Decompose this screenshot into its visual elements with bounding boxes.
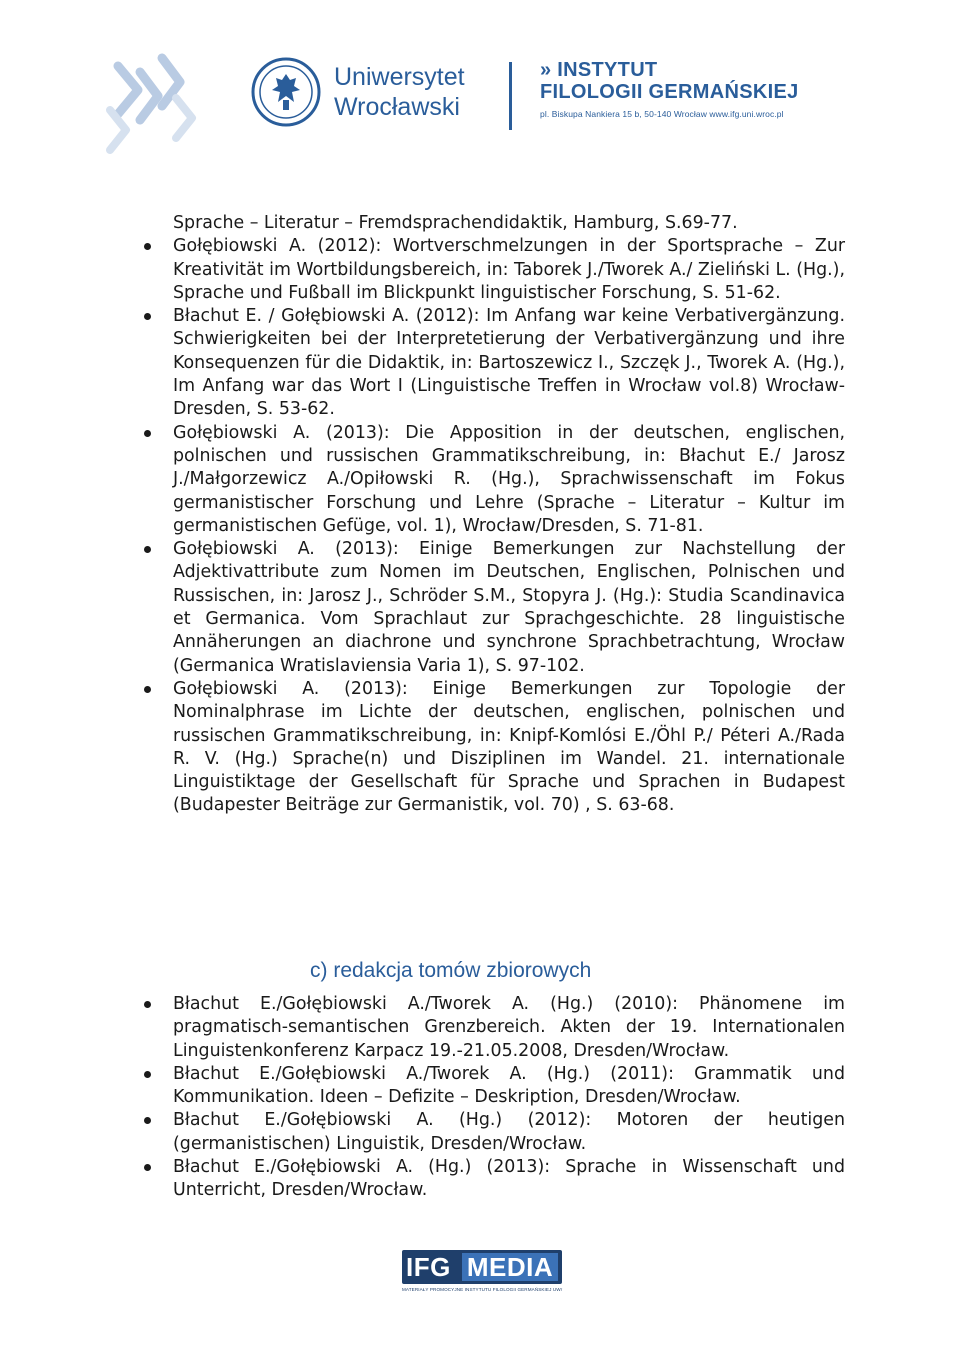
chevrons-decoration-icon: [100, 48, 220, 158]
entry-text: Gołębiowski A. (2013): Die Apposition in der deutschen, englischen, polnischen und russischen Grammatikschreibung, in: Błachut E./ Jarosz J./Małgorzewicz A./Opiłowski R. (Hg.), Sprachwissenschaft im Fokus germanistischer Forschung und Lehre (Sprache – Literatur – Kultur im germanistischen Gefüge, vol. 1), Wrocław/Dresden, S. 71-81.: [173, 422, 845, 536]
entry-text: Błachut E./Gołębiowski A. (Hg.) (2012): Motoren der heutigen (germanistischen) Linguistik, Dresden/Wrocław.: [173, 1110, 845, 1154]
section-heading: c) redakcja tomów zbiorowych: [310, 959, 592, 982]
list-item: [173, 235, 845, 305]
university-name-line1: Uniwersytet: [334, 63, 465, 91]
bibliography-list: [173, 212, 845, 818]
bullet-icon: [144, 1001, 151, 1008]
header-divider: [509, 62, 512, 130]
logo-tagline: MATERIAŁY PROMOCYJNE INSTYTUTU FILOLOGII GERMAŃSKIEJ UWr: [402, 1287, 563, 1292]
list-item: [173, 1156, 845, 1203]
bullet-icon: [144, 243, 151, 250]
university-name: [334, 62, 465, 122]
edited-volumes: [173, 993, 845, 1203]
list-item: [173, 422, 845, 538]
list-item: [173, 1109, 845, 1156]
entry-text: Błachut E./Gołębiowski A./Tworek A. (Hg.) (2010): Phänomene im pragmatisch-semantischen Grenzbereich. Akten der 19. Internationalen Linguistenkonferenz Karpacz 19.-21.05.2008, Dresden/Wrocław.: [173, 994, 845, 1061]
edited-volumes-list: [173, 993, 845, 1203]
logo-media-text: MEDIA: [462, 1253, 558, 1281]
page-header: [0, 0, 960, 150]
list-item: [173, 538, 845, 678]
institute-line2: FILOLOGII GERMAŃSKIEJ: [540, 81, 799, 103]
bullet-icon: [144, 430, 151, 437]
entry-text: Błachut E./Gołębiowski A./Tworek A. (Hg.) (2011): Grammatik und Kommunikation. Ideen – Defizite – Deskription, Dresden/Wrocław.: [173, 1063, 845, 1108]
ifg-media-logo: [402, 1250, 562, 1296]
bullet-icon: [144, 546, 151, 553]
list-item: [173, 993, 845, 1063]
bullet-icon: [144, 686, 151, 693]
list-item: [173, 1063, 845, 1110]
logo-ifg-text: IFG: [406, 1252, 451, 1282]
logo-box: [402, 1250, 562, 1284]
list-item: [173, 678, 845, 818]
publication-list: [173, 235, 845, 817]
university-seal-icon: [250, 56, 322, 128]
bullet-icon: [144, 1164, 151, 1171]
bullet-icon: [144, 1117, 151, 1124]
entry-text: Gołębiowski A. (2013): Einige Bemerkungen zur Topologie der Nominalphrase im Lichte der deutschen, englischen, polnischen und russischen Grammatikschreibung, in: Knipf-Komlósi E./Öhl P./ Péteri A./Rada R. V. (Hg.) Sprache(n) und Disziplinen im Wandel. 21. internationale Linguistiktage der Gesellschaft für Sprache und Sprachen in Budapest (Budapester Beiträge zur Germanistik, vol. 70) , S. 63-68.: [173, 678, 845, 816]
bullet-icon: [144, 1071, 151, 1078]
university-name-line2: Wrocławski: [334, 93, 460, 121]
institute-name: [540, 60, 799, 121]
bullet-icon: [144, 313, 151, 320]
institute-address: pl. Biskupa Nankiera 15 b, 50-140 Wrocław www.ifg.uni.wroc.pl: [540, 109, 784, 119]
institute-line1: » INSTYTUT: [540, 59, 658, 81]
entry-text: Gołębiowski A. (2013): Einige Bemerkungen zur Nachstellung der Adjektivattribute zum Nomen im Deutschen, Englischen, Polnischen und Russischen, in: Jarosz J., Schröder S.M., Stopyra J. (Hg.): Studia Scandinavica et Germanica. Vom Sprachlaut zur Sprachgeschichte. 28 linguistische Annäherungen an diachrone und synchrone Sprachbetrachtung, Wrocław (Germanica Wratislaviensia Varia 1), S. 97-102.: [173, 539, 845, 676]
list-item: [173, 305, 845, 421]
continued-entry: Sprache – Literatur – Fremdsprachendidaktik, Hamburg, S.69-77.: [173, 213, 738, 233]
entry-text: Błachut E. / Gołębiowski A. (2012): Im Anfang war keine Verbativergänzung. Schwierigkeiten bei der Interpretetierung der Verbativergänzung und ihre Konsequenzen für die Didaktik, in: Bartoszewicz I., Szczęk J., Tworek A. (Hg.), Im Anfang war das Wort I (Linguistische Treffen in Wrocław vol.8) Wrocław-Dresden, S. 53-62.: [173, 306, 845, 420]
entry-text: Gołębiowski A. (2012): Wortverschmelzungen in der Sportsprache – Zur Kreativität im Wortbildungsbereich, in: Taborek J./Tworek A./ Zieliński L. (Hg.), Sprache und Fußball im Blickpunkt linguistischer Forschung, S. 51-62.: [173, 236, 845, 303]
entry-text: Błachut E./Gołębiowski A. (Hg.) (2013): Sprache in Wissenschaft und Unterricht, Dresden/Wrocław.: [173, 1157, 845, 1201]
